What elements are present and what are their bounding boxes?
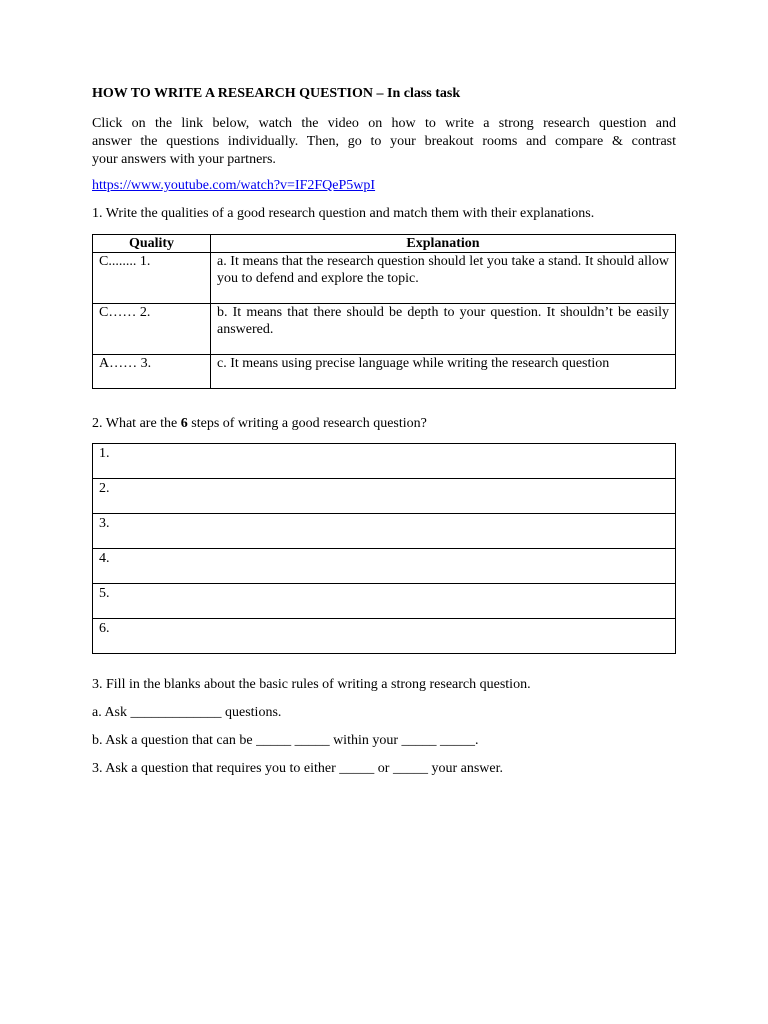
question-2-prompt-end: steps of writing a good research question?: [187, 416, 427, 431]
fill-in-blank-a[interactable]: a. Ask _____________ questions.: [92, 705, 282, 720]
quality-cell[interactable]: C........ 1.: [93, 253, 211, 304]
step-answer-cell[interactable]: 1.: [93, 444, 676, 479]
explanation-column-header: Explanation: [211, 235, 676, 253]
intro-line: answer the questions individually. Then, go to your breakout rooms and compare & contrast: [92, 134, 676, 149]
quality-cell[interactable]: C…… 2.: [93, 304, 211, 355]
question-1-prompt: 1. Write the qualities of a good research question and match them with their explanations.: [92, 206, 595, 221]
step-answer-cell[interactable]: 4.: [93, 549, 676, 584]
table-row: [93, 479, 676, 514]
video-link[interactable]: https://www.youtube.com/watch?v=IF2FQeP5wpI: [92, 178, 376, 193]
intro-line: your answers with your partners.: [92, 152, 276, 167]
fill-in-blank-b[interactable]: b. Ask a question that can be _____ _____ within your _____ _____.: [92, 733, 479, 748]
steps-table: [92, 443, 676, 654]
table-row: [93, 584, 676, 619]
table-row: [93, 355, 676, 389]
question-2-prompt-start: 2. What are the: [92, 416, 181, 431]
explanation-cell: c. It means using precise language while writing the research question: [211, 355, 676, 389]
quality-cell[interactable]: A…… 3.: [93, 355, 211, 389]
table-row: [93, 619, 676, 654]
fill-in-blank-c[interactable]: 3. Ask a question that requires you to either _____ or _____ your answer.: [92, 761, 503, 776]
question-3-prompt: 3. Fill in the blanks about the basic rules of writing a strong research question.: [92, 677, 531, 692]
table-row: [93, 514, 676, 549]
explanation-cell: b. It means that there should be depth to your question. It shouldn’t be easily answered.: [211, 304, 676, 355]
explanation-cell: a. It means that the research question should let you take a stand. It should allow you to defend and explore the topic.: [211, 253, 676, 304]
step-answer-cell[interactable]: 5.: [93, 584, 676, 619]
qualities-table: [92, 234, 676, 389]
table-row: [93, 253, 676, 304]
table-row: [93, 549, 676, 584]
table-row: [93, 444, 676, 479]
quality-column-header: Quality: [93, 235, 211, 253]
question-2-step-count: 6: [180, 416, 188, 431]
intro-line: Click on the link below, watch the video on how to write a strong research question and: [92, 116, 676, 131]
step-answer-cell[interactable]: 2.: [93, 479, 676, 514]
question-2-prompt: [92, 416, 427, 432]
step-answer-cell[interactable]: 3.: [93, 514, 676, 549]
table-row: [93, 304, 676, 355]
step-answer-cell[interactable]: 6.: [93, 619, 676, 654]
document-title: HOW TO WRITE A RESEARCH QUESTION – In class task: [92, 86, 461, 101]
intro-paragraph: [92, 115, 676, 169]
